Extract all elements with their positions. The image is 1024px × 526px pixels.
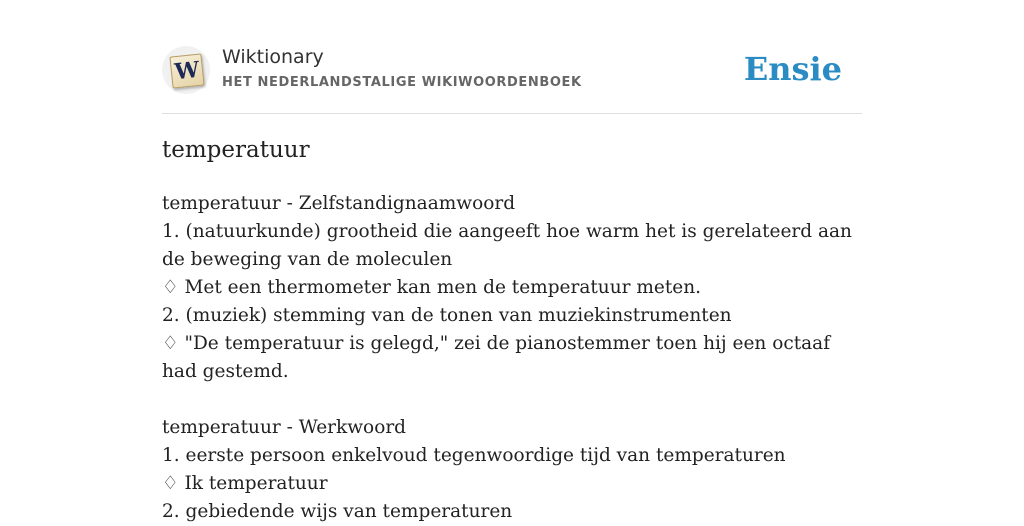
definition-line: 2. gebiedende wijs van temperaturen <box>162 501 513 522</box>
site-title-link[interactable]: Wiktionary <box>222 46 324 68</box>
site-subtitle: HET NEDERLANDSTALIGE WIKIWOORDENBOEK <box>222 75 582 90</box>
definition-content <box>162 190 862 526</box>
section-spacer <box>162 386 862 414</box>
definition-line: 1. (natuurkunde) grootheid die aangeeft hoe warm het is gerelateerd aan de beweging van de moleculen <box>162 221 852 270</box>
definition-section-noun <box>162 190 862 386</box>
wiktionary-logo[interactable] <box>162 46 210 94</box>
page-title: temperatuur <box>162 137 310 163</box>
section-heading: temperatuur - Zelfstandignaamwoord <box>162 193 516 214</box>
definition-line: 1. eerste persoon enkelvoud tegenwoordige tijd van temperaturen <box>162 445 786 466</box>
example-line: ♢ Ik temperatuur <box>162 473 328 494</box>
definition-section-verb <box>162 414 862 526</box>
example-line: ♢ "De temperatuur is gelegd," zei de pianostemmer toen hij een octaaf had gestemd. <box>162 333 831 382</box>
ensie-brand-link[interactable]: Ensie <box>743 50 842 88</box>
wiktionary-logo-icon: W <box>169 53 204 88</box>
definition-line: 2. (muziek) stemming van de tonen van muziekinstrumenten <box>162 305 732 326</box>
site-header <box>162 0 862 114</box>
example-line: ♢ Met een thermometer kan men de temperatuur meten. <box>162 277 702 298</box>
section-heading: temperatuur - Werkwoord <box>162 417 407 438</box>
page-container <box>162 0 862 522</box>
